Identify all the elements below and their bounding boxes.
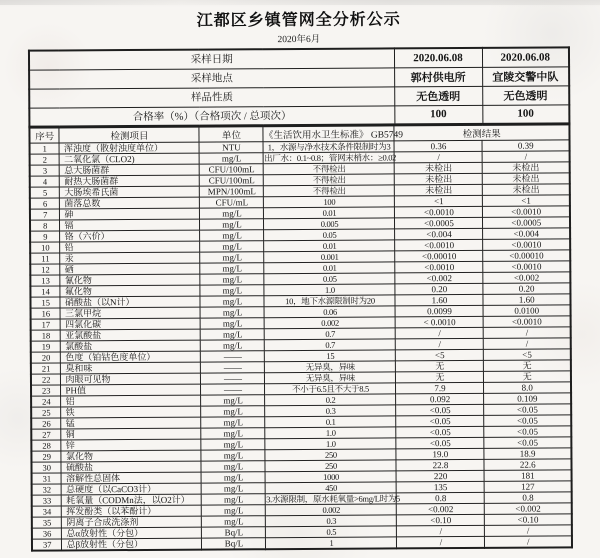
item-name-cell: 氟化物 <box>60 285 200 297</box>
unit-cell: mg/L <box>202 516 266 527</box>
item-name-cell: 硝酸盐（以N计） <box>60 296 200 308</box>
result-cell-site1: / <box>396 338 484 350</box>
unit-cell: NTU <box>200 142 264 153</box>
standard-limit-cell: 0.005 <box>264 218 395 230</box>
item-name-cell: 亚氯酸盐 <box>61 329 201 341</box>
item-name-cell: 大肠埃希氏菌 <box>60 186 200 198</box>
result-cell-site1: 0.092 <box>396 393 484 405</box>
result-cell-site2: / <box>485 525 572 537</box>
unit-cell: mg/L <box>201 307 265 318</box>
unit-cell: —— <box>201 351 265 362</box>
standard-limit-cell: 3.水源限制，原水耗氧量>6mg/L时为5 <box>266 493 401 505</box>
unit-cell: mg/L <box>200 252 264 263</box>
row-index-cell: 19 <box>31 341 61 352</box>
item-name-cell: 溶解性总固体 <box>62 472 202 484</box>
item-name-cell: 铝 <box>61 395 201 407</box>
unit-cell: mg/L <box>200 153 264 164</box>
result-cell-site1: / <box>396 327 484 339</box>
info-value-site2: 100 <box>482 104 569 124</box>
row-index-cell: 6 <box>30 198 60 209</box>
standard-limit-cell: 10，地下水源限制时为20 <box>264 295 395 307</box>
unit-cell: mg/L <box>200 274 264 285</box>
result-cell-site1: 无 <box>396 371 484 383</box>
standard-limit-cell: 不得检出 <box>264 174 395 186</box>
item-name-cell: 耗氧量（CODMn法，以O2计） <box>62 494 202 506</box>
result-cell-site2: 22.6 <box>484 459 571 471</box>
result-cell-site1: <0.002 <box>395 272 483 284</box>
info-value-site1: 郭村供电所 <box>394 67 482 87</box>
row-index-cell: 2 <box>30 154 60 165</box>
standard-limit-cell: 0.05 <box>264 273 395 285</box>
item-name-cell: 臭和味 <box>61 362 201 374</box>
row-index-cell: 14 <box>30 286 60 297</box>
result-cell-site1: 220 <box>397 470 485 482</box>
result-cell-site1: <0.00010 <box>395 250 483 262</box>
unit-cell: —— <box>201 384 265 395</box>
info-label: 样品性质 <box>29 86 394 107</box>
row-index-cell: 16 <box>31 308 61 319</box>
result-cell-site1: 19.0 <box>396 448 484 460</box>
result-cell-site2: / <box>483 151 570 163</box>
row-index-cell: 3 <box>30 165 60 176</box>
result-cell-site1: 135 <box>397 481 485 493</box>
row-index-cell: 20 <box>31 352 61 363</box>
result-cell-site1: 未检出 <box>395 173 483 185</box>
result-cell-site2: 0.0100 <box>484 305 571 317</box>
unit-cell: mg/L <box>201 461 265 472</box>
analysis-table <box>28 123 573 551</box>
col-header-result: 检测结果 <box>394 124 569 141</box>
result-cell-site1: <0.05 <box>396 404 484 416</box>
result-cell-site1: 0.8 <box>397 492 485 504</box>
result-cell-site1: <5 <box>396 349 484 361</box>
result-cell-site2: 181 <box>485 470 572 482</box>
unit-cell: mg/L <box>201 318 265 329</box>
item-name-cell: 铅 <box>60 241 200 253</box>
unit-cell: mg/L <box>200 208 264 219</box>
row-index-cell: 30 <box>31 462 61 473</box>
row-index-cell: 35 <box>32 517 62 528</box>
standard-limit-cell: 1，水源与净水技术条件限制时为3 <box>264 141 395 153</box>
row-index-cell: 11 <box>30 253 60 264</box>
result-cell-site1: 7.9 <box>396 382 484 394</box>
col-header-item: 检测项目 <box>59 127 199 143</box>
row-index-cell: 5 <box>30 187 60 198</box>
unit-cell: mg/L <box>201 428 265 439</box>
unit-cell: mg/L <box>201 450 265 461</box>
result-cell-site2: 0.20 <box>483 283 570 295</box>
row-index-cell: 12 <box>30 264 60 275</box>
item-name-cell: 汞 <box>60 252 200 264</box>
result-cell-site1: <0.004 <box>395 228 483 240</box>
standard-limit-cell: 不小于6.5且不大于8.5 <box>265 383 396 395</box>
info-value-site2: 宜陵交警中队 <box>482 66 569 86</box>
item-name-cell: 三氯甲烷 <box>61 307 201 319</box>
standard-limit-cell: 0.2 <box>265 394 396 406</box>
standard-limit-cell: 不得检出 <box>264 163 395 175</box>
row-index-cell: 26 <box>31 418 61 429</box>
item-name-cell: 总硬度（以CaCO3计） <box>62 483 202 495</box>
row-index-cell: 9 <box>30 231 60 242</box>
row-index-cell: 31 <box>32 473 62 484</box>
result-cell-site1: <0.002 <box>397 503 485 515</box>
result-cell-site1: 无 <box>396 360 484 372</box>
result-cell-site2: <1 <box>483 195 570 207</box>
document-subtitle: 2020年6月 <box>277 34 321 46</box>
standard-limit-cell: 0.002 <box>266 504 397 516</box>
unit-cell: mg/L <box>201 340 265 351</box>
item-name-cell: 总α放射性（分包） <box>62 527 202 539</box>
result-cell-site2: 8.0 <box>484 382 571 394</box>
result-cell-site2: <0.004 <box>483 228 570 240</box>
result-cell-site1: <0.05 <box>396 426 484 438</box>
item-name-cell: 硒 <box>60 263 200 275</box>
result-cell-site1: 0.36 <box>395 140 483 152</box>
unit-cell: mg/L <box>200 263 264 274</box>
result-cell-site2: / <box>484 338 571 350</box>
result-cell-site2: <0.002 <box>485 503 572 515</box>
standard-limit-cell: 0.05 <box>264 229 395 241</box>
result-cell-site2: 未检出 <box>483 173 570 185</box>
row-index-cell: 36 <box>32 528 62 539</box>
item-name-cell: 肉眼可见物 <box>61 373 201 385</box>
result-cell-site2: 未检出 <box>483 184 570 196</box>
info-label: 合格率（%）（合格项次 / 总项次） <box>29 105 394 126</box>
analysis-table-body <box>30 140 572 551</box>
unit-cell: mg/L <box>202 483 266 494</box>
item-name-cell: 锌 <box>61 439 201 451</box>
standard-limit-cell: 1.0 <box>264 284 395 296</box>
row-index-cell: 37 <box>32 539 62 551</box>
result-cell-site2: <0.00010 <box>483 250 570 262</box>
unit-cell: CFU/mL <box>200 197 264 208</box>
item-name-cell: 铬（六价） <box>60 230 200 242</box>
info-value-site2: 无色透明 <box>482 85 569 105</box>
result-cell-site1: / <box>395 151 483 163</box>
row-index-cell: 34 <box>32 506 62 517</box>
result-cell-site2: 0.8 <box>485 492 572 504</box>
result-cell-site2: <0.0010 <box>483 261 570 273</box>
result-cell-site1: < 0.0010 <box>396 316 484 328</box>
item-name-cell: PH值 <box>61 384 201 396</box>
item-name-cell: 色度（铂钴色度单位） <box>61 351 201 363</box>
item-name-cell: 浑浊度（散射浊度单位） <box>60 142 200 154</box>
item-name-cell: 耐热大肠菌群 <box>60 175 200 187</box>
row-index-cell: 33 <box>32 495 62 506</box>
result-cell-site2: <0.05 <box>484 404 571 416</box>
row-index-cell: 21 <box>31 363 61 374</box>
standard-limit-cell: 0.01 <box>264 240 395 252</box>
standard-limit-cell: 0.5 <box>266 526 397 538</box>
unit-cell: Bq/L <box>202 538 266 550</box>
item-name-cell: 铁 <box>61 406 201 418</box>
row-index-cell: 22 <box>31 374 61 385</box>
result-cell-site1: <0.0010 <box>395 239 483 251</box>
standard-limit-cell: 1.0 <box>265 438 396 450</box>
row-index-cell: 25 <box>31 407 61 418</box>
unit-cell: —— <box>201 373 265 384</box>
unit-cell: mg/L <box>200 285 264 296</box>
result-cell-site2: 0.109 <box>484 393 571 405</box>
item-name-cell: 菌落总数 <box>60 197 200 209</box>
document-title: 江都区乡镇管网全分析公示 <box>196 11 401 30</box>
result-cell-site2: <5 <box>484 349 571 361</box>
standard-limit-cell: 0.002 <box>265 317 396 329</box>
row-index-cell: 28 <box>31 440 61 451</box>
standard-limit-cell: 不得检出 <box>264 185 395 197</box>
standard-limit-cell: 1 <box>266 537 397 549</box>
unit-cell: mg/L <box>201 406 265 417</box>
standard-limit-cell: 出厂水：0.1~0.8；管网末梢水：≥0.02 <box>264 152 397 164</box>
result-cell-site1: <0.10 <box>397 514 485 526</box>
result-cell-site2: 1.60 <box>483 294 570 306</box>
unit-cell: CFU/100mL <box>200 164 264 175</box>
unit-cell: mg/L <box>200 230 264 241</box>
col-header-unit: 单位 <box>199 126 263 142</box>
standard-limit-cell: 100 <box>264 196 395 208</box>
standard-limit-cell: 无异臭，异味 <box>265 372 396 384</box>
row-index-cell: 17 <box>31 319 61 330</box>
result-cell-site2: 18.9 <box>484 448 571 460</box>
unit-cell: CFU/100mL <box>200 175 264 186</box>
item-name-cell: 氯酸盐 <box>61 340 201 352</box>
result-cell-site1: <0.05 <box>396 437 484 449</box>
row-index-cell: 7 <box>30 209 60 220</box>
result-cell-site2: 无 <box>484 371 571 383</box>
unit-cell: MPN/100mL <box>200 186 264 197</box>
result-cell-site1: 0.20 <box>395 283 483 295</box>
result-cell-site2: 0.39 <box>483 140 570 152</box>
result-cell-site1: <0.0010 <box>395 261 483 273</box>
standard-limit-cell: 1000 <box>266 471 397 483</box>
unit-cell: mg/L <box>201 395 265 406</box>
standard-limit-cell: 250 <box>265 449 396 461</box>
sample-info-table <box>28 46 570 127</box>
result-cell-site1: 未检出 <box>395 162 483 174</box>
result-cell-site2: <0.002 <box>483 272 570 284</box>
result-cell-site1: <1 <box>395 195 483 207</box>
unit-cell: mg/L <box>200 219 264 230</box>
item-name-cell: 阴离子合成洗涤剂 <box>62 516 202 528</box>
standard-limit-cell: 450 <box>266 482 397 494</box>
result-cell-site2: 未检出 <box>483 162 570 174</box>
result-cell-site2: <0.05 <box>484 426 571 438</box>
item-name-cell: 铜 <box>61 428 201 440</box>
unit-cell: Bq/L <box>202 527 266 538</box>
result-cell-site1: <0.0005 <box>395 217 483 229</box>
item-name-cell: 硫酸盐 <box>61 461 201 473</box>
result-cell-site1: 1.60 <box>395 294 483 306</box>
item-name-cell: 氰化物 <box>60 274 200 286</box>
result-cell-site2: / <box>485 536 572 548</box>
result-cell-site1: / <box>397 536 485 548</box>
info-label: 采样地点 <box>29 67 394 88</box>
row-index-cell: 8 <box>30 220 60 231</box>
row-index-cell: 29 <box>31 451 61 462</box>
standard-limit-cell: 0.001 <box>264 251 395 263</box>
item-name-cell: 氯化物 <box>61 450 201 462</box>
unit-cell: —— <box>201 362 265 373</box>
row-index-cell: 24 <box>31 396 61 407</box>
col-header-standard: 《生活饮用水卫生标准》 GB5749 <box>263 125 394 141</box>
standard-limit-cell: 无异臭，异味 <box>265 361 396 373</box>
row-index-cell: 27 <box>31 429 61 440</box>
unit-cell: mg/L <box>201 329 265 340</box>
unit-cell: mg/L <box>200 296 264 307</box>
result-cell-site1: <0.05 <box>396 415 484 427</box>
standard-limit-cell: 15 <box>265 350 396 362</box>
standard-limit-cell: 250 <box>265 460 396 472</box>
item-name-cell: 砷 <box>60 208 200 220</box>
unit-cell: mg/L <box>202 494 266 505</box>
row-index-cell: 32 <box>32 484 62 495</box>
item-name-cell: 镉 <box>60 219 200 231</box>
standard-limit-cell: 0.3 <box>266 515 397 527</box>
standard-limit-cell: 0.06 <box>265 306 396 318</box>
row-index-cell: 15 <box>30 297 60 308</box>
unit-cell: mg/L <box>202 505 266 516</box>
info-value-site1: 2020.06.08 <box>394 48 482 68</box>
result-cell-site2: <0.0010 <box>484 316 571 328</box>
row-index-cell: 4 <box>30 176 60 187</box>
unit-cell: mg/L <box>201 417 265 428</box>
row-index-cell: 1 <box>30 143 60 154</box>
info-value-site1: 无色透明 <box>394 86 482 106</box>
result-cell-site2: <0.0005 <box>483 217 570 229</box>
col-header-index: 序号 <box>29 127 59 143</box>
info-value-site2: 2020.06.08 <box>482 47 569 67</box>
result-cell-site2: <0.0010 <box>483 206 570 218</box>
standard-limit-cell: 0.7 <box>265 328 396 340</box>
standard-limit-cell: 0.3 <box>265 405 396 417</box>
result-cell-site2: <0.10 <box>485 514 572 526</box>
item-name-cell: 总大肠菌群 <box>60 164 200 176</box>
result-cell-site2: <0.05 <box>484 415 571 427</box>
item-name-cell: 锰 <box>61 417 201 429</box>
item-name-cell: 总β放射性（分包） <box>62 538 202 550</box>
result-cell-site1: 未检出 <box>395 184 483 196</box>
item-name-cell: 二氧化氯（CLO2) <box>60 153 200 165</box>
row-index-cell: 18 <box>31 330 61 341</box>
row-index-cell: 10 <box>30 242 60 253</box>
unit-cell: mg/L <box>202 472 266 483</box>
standard-limit-cell: 0.7 <box>265 339 396 351</box>
unit-cell: mg/L <box>201 439 265 450</box>
standard-limit-cell: 0.01 <box>264 262 395 274</box>
info-label: 采样日期 <box>29 48 394 69</box>
result-cell-site2: 无 <box>484 360 571 372</box>
row-index-cell: 23 <box>31 385 61 396</box>
result-cell-site2: <0.05 <box>484 437 571 449</box>
standard-limit-cell: 0.1 <box>265 416 396 428</box>
unit-cell: mg/L <box>200 241 264 252</box>
result-cell-site1: 0.0099 <box>396 305 484 317</box>
result-cell-site2: <0.0010 <box>483 239 570 251</box>
result-cell-site1: / <box>397 525 485 537</box>
item-name-cell: 四氯化碳 <box>61 318 201 330</box>
result-cell-site2: / <box>484 327 571 339</box>
item-name-cell: 挥发酚类（以苯酚计） <box>62 505 202 517</box>
result-cell-site2: 127 <box>485 481 572 493</box>
result-cell-site1: <0.0010 <box>395 206 483 218</box>
result-cell-site1: 22.8 <box>396 459 484 471</box>
standard-limit-cell: 1.0 <box>265 427 396 439</box>
row-index-cell: 13 <box>30 275 60 286</box>
info-value-site1: 100 <box>394 105 482 125</box>
standard-limit-cell: 0.01 <box>264 207 395 219</box>
